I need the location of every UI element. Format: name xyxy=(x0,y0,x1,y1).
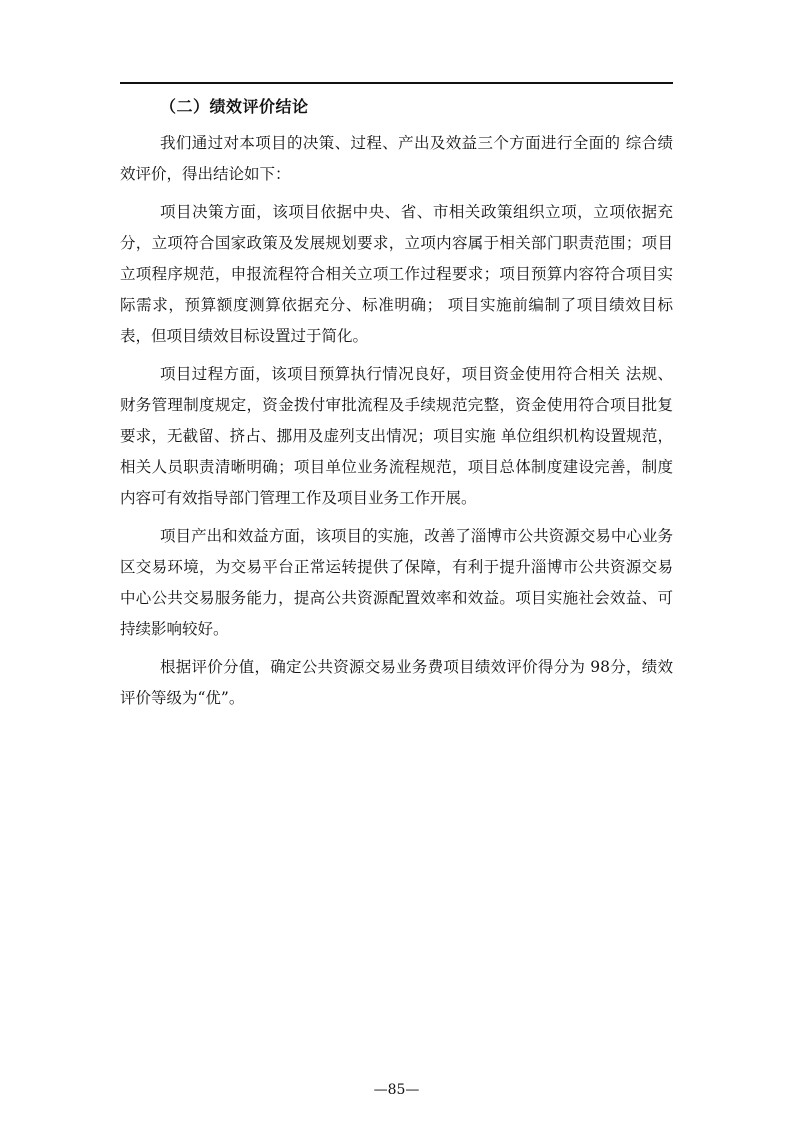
paragraph-output-benefit: 项目产出和效益方面，该项目的实施，改善了淄博市公共资源交易中心业务区交易环境，为交易平台正常运转提供了保障，有利于提升淄博市公共资源交易中心公共交易服务能力，提高公共资源配置效率和效益。项目实施社会效益、可持续影响较好。 xyxy=(120,527,673,638)
paragraph-intro: 我们通过对本项目的决策、过程、产出及效益三个方面进行全面的 综合绩效评价，得出结论如下： xyxy=(120,134,673,183)
section-heading: （二）绩效评价结论 xyxy=(160,97,309,116)
page-number: —85— xyxy=(373,1082,420,1098)
paragraph-score: 根据评价分值，确定公共资源交易业务费项目绩效评价得分为 98分，绩效评价等级为“优”。 xyxy=(120,658,673,707)
document-body xyxy=(120,128,673,721)
header-rule xyxy=(120,82,673,84)
paragraph-decision: 项目决策方面，该项目依据中央、省、市相关政策组织立项，立项依据充分，立项符合国家政策及发展规划要求，立项内容属于相关部门职责范围；项目立项程序规范，申报流程符合相关立项工作过程要求；项目预算内容符合项目实际需求，预算额度测算依据充分、标准明确； 项目实施前编制了项目绩效目标表，但项目绩效目标设置过于简化。 xyxy=(120,203,673,345)
paragraph-process: 项目过程方面，该项目预算执行情况良好，项目资金使用符合相关 法规、财务管理制度规定，资金拨付审批流程及手续规范完整，资金使用符合项目批复要求，无截留、挤占、挪用及虚列支出情况；项目实施 单位组织机构设置规范，相关人员职责清晰明确；项目单位业务流程规范，项目总体制度建设完善，制度内容可有效指导部门管理工作及项目业务工作开展。 xyxy=(120,365,673,507)
